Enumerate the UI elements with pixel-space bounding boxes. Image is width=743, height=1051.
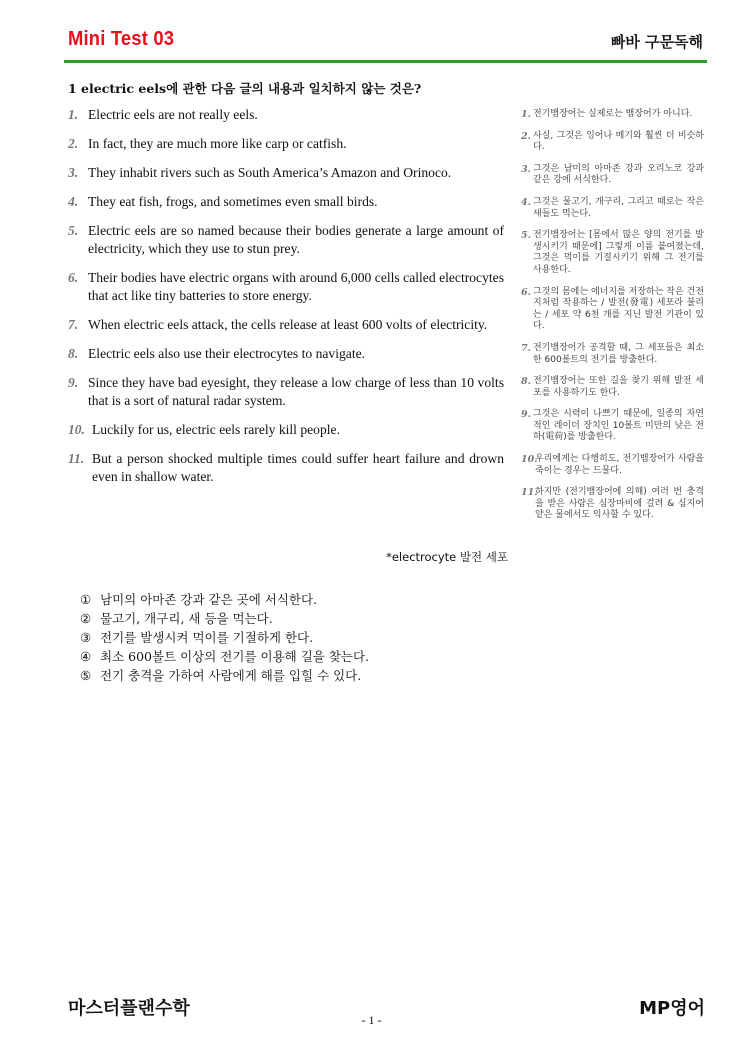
translation-text: 전기뱀장어가 공격할 때, 그 세포들은 최소한 600볼트의 전기를 방출한다. [533,342,704,365]
choice-text: 최소 600볼트 이상의 전기를 이용해 길을 찾는다. [100,649,370,664]
translation-text: 그것은 남미의 아마존 강과 오리노코 강과 같은 강에 서식한다. [533,163,704,186]
translation-number: 4. [521,196,531,208]
page-title: Mini Test 03 [68,28,175,50]
translation-text: 그것은 물고기, 개구리, 그리고 때로는 작은 새들도 먹는다. [533,196,704,219]
footer-brand: MP영어 [639,998,705,1019]
translation-number: 7. [521,342,531,354]
translation [521,487,704,522]
translation [521,197,704,220]
sentence-text: Electric eels are so named because their bodies generate a large amount of electricity, which they use to stun prey. [88,223,504,256]
sentence-text: They eat fish, frogs, and sometimes even small birds. [88,194,378,209]
sentence [68,164,504,182]
translation-number: 5. [521,230,531,242]
choice-text: 물고기, 개구리, 새 등을 먹는다. [100,611,273,626]
sentence-number: 1. [68,107,79,122]
sentence-number: 4. [68,194,79,209]
translation-number: 9. [521,409,531,421]
sentence [68,345,504,363]
question-prompt: 1 electric eels에 관한 다음 글의 내용과 일치하지 않는 것은? [68,81,422,96]
sentence-text: They inhabit rivers such as South America’s Amazon and Orinoco. [88,165,452,180]
choice-number: ② [80,611,92,626]
header-rule [64,60,707,63]
sentence-number: 5. [68,223,79,238]
sentence [68,135,504,153]
translation-text: 그것의 몸에는 에너지를 저장하는 작은 건전지처럼 작용하는 / 발전(發電) 세포라 불리는 / 세포 약 6천 개를 지닌 발전 기관이 있다. [533,286,704,332]
footnote: *electrocyte 발전 세포 [386,550,508,564]
translation [521,109,704,121]
choice-number: ⑤ [80,668,92,683]
translation-number: 8. [521,376,531,388]
sentence-number: 8. [68,346,79,361]
sentence [68,316,504,334]
sentence-text: When electric eels attack, the cells release at least 600 volts of electricity. [88,317,488,332]
translation [521,230,704,276]
brand-label: 빠바 구문독해 [610,33,703,51]
translation-text: 전기뱀장어는 실제로는 뱀장어가 아니다. [533,109,693,119]
translation [521,376,704,399]
sentence-text: Luckily for us, electric eels rarely kill people. [92,422,340,437]
sentence-number: 3. [68,165,79,180]
translation-number: 11. [521,487,538,499]
translation-text: 사실, 그것은 잉어나 메기와 훨씬 더 비슷하다. [533,130,704,153]
sentence-text: Since they have bad eyesight, they release a low charge of less than 10 volts that is a sort of natural radar system. [88,375,504,408]
translation-text: 하지만 (전기뱀장어에 의해) 여러 번 충격을 받은 사람은 심장마비에 걸려 & 심지어 얕은 물에서도 익사할 수 있다. [535,487,704,521]
sentence-number: 7. [68,317,79,332]
choice [80,628,369,647]
translation-number: 6. [521,286,531,298]
choice-number: ① [80,592,92,607]
choice [80,590,369,609]
translation [521,287,704,333]
sentence-number: 11. [68,451,85,466]
sentence-text: In fact, they are much more like carp or catfish. [88,136,347,151]
translation [521,131,704,154]
sentence [68,421,504,439]
translation-number: 3. [521,163,531,175]
translation-number: 2. [521,130,531,142]
translation [521,454,704,477]
translation-number: 10. [521,454,538,466]
sentence-text: Electric eels are not really eels. [88,107,258,122]
translation-column [521,109,704,532]
translation-number: 1. [521,109,531,120]
passage [68,106,504,497]
choice-text: 남미의 아마존 강과 같은 곳에 서식한다. [100,592,318,607]
sentence-number: 9. [68,375,79,390]
choice-text: 전기를 발생시켜 먹이를 기절하게 한다. [100,630,314,645]
choice [80,609,369,628]
sentence [68,193,504,211]
translation [521,343,704,366]
choice [80,666,369,685]
sentence [68,106,504,124]
footer-publisher: 마스터플랜수학 [68,998,190,1019]
sentence-number: 6. [68,270,79,285]
answer-choices [80,590,369,685]
translation-text: 전기뱀장어는 또한 길을 찾기 위해 발전 세포를 사용하기도 한다. [533,376,704,398]
sentence-number: 10. [68,422,85,437]
choice-number: ④ [80,649,92,664]
sentence [68,374,504,410]
choice-number: ③ [80,630,92,645]
page-number: - 1 - [361,1013,382,1027]
sentence [68,222,504,258]
sentence [68,450,504,486]
sentence [68,269,504,305]
translation-text: 우리에게는 다행히도, 전기뱀장어가 사람을 죽이는 경우는 드물다. [535,454,704,476]
translation [521,409,704,444]
sentence-text: Electric eels also use their electrocytes to navigate. [88,346,366,361]
sentence-text: But a person shocked multiple times could suffer heart failure and drown even in shallow water. [92,451,504,484]
translation-text: 전기뱀장어는 [몸에서 많은 양의 전기를 발생시키기 때문에] 그렇게 이름 붙여졌는데, 그것은 먹이를 기절시키기 위해 그 전기를 사용한다. [533,230,704,275]
sentence-text: Their bodies have electric organs with around 6,000 cells called electrocytes that act like tiny batteries to store energy. [88,270,504,303]
choice [80,647,369,666]
translation-text: 그것은 시력이 나쁘기 때문에, 일종의 자연적인 레이더 장치인 10볼트 미만의 낮은 전하(電荷)를 방출한다. [533,409,704,443]
choice-text: 전기 충격을 가하여 사람에게 해를 입힐 수 있다. [100,668,362,683]
sentence-number: 2. [68,136,79,151]
translation [521,164,704,187]
